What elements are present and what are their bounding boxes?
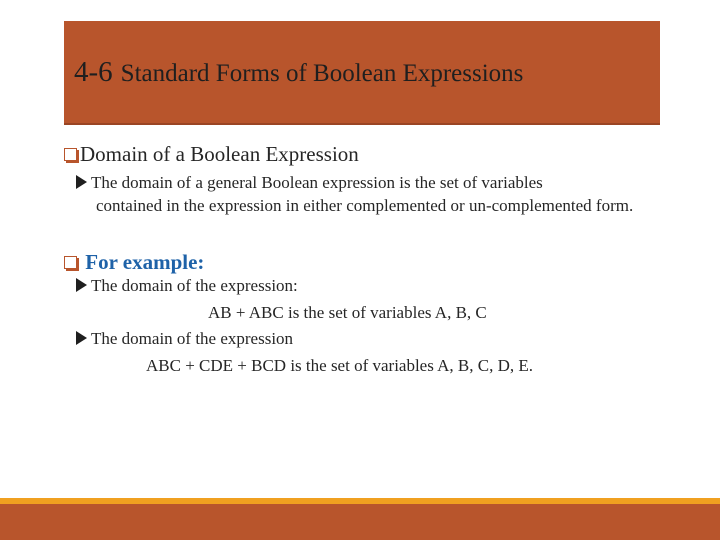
point-example-2	[76, 330, 293, 347]
example-2-expression: ABC + CDE + BCD is the set of variables A, B, C, D, E.	[146, 356, 534, 375]
title-number: 4-6	[74, 56, 113, 88]
square-bullet-icon	[64, 148, 77, 161]
point2-text: The domain of the expression:	[91, 276, 298, 295]
heading2-text: For example:	[85, 250, 205, 274]
footer-bar	[0, 498, 720, 540]
section-heading-example	[64, 250, 204, 275]
section-heading-domain	[64, 142, 359, 167]
square-bullet-icon	[64, 256, 77, 269]
point-domain-definition	[76, 174, 543, 191]
footer-stripe	[0, 498, 720, 504]
point-example-1	[76, 277, 298, 294]
example-1-expression: AB + ABC is the set of variables A, B, C	[208, 303, 487, 322]
arrow-bullet-icon	[76, 175, 87, 189]
arrow-bullet-icon	[76, 278, 87, 292]
point3-text: The domain of the expression	[91, 329, 294, 348]
point1-first-line: The domain of a general Boolean expression is the set of variables	[91, 173, 543, 192]
point1-continuation: contained in the expression in either complemented or un-complemented form.	[96, 196, 634, 215]
title-text: Standard Forms of Boolean Expressions	[120, 60, 524, 87]
arrow-bullet-icon	[76, 331, 87, 345]
slide-title	[74, 54, 523, 87]
heading1-text: Domain of a Boolean Expression	[80, 142, 359, 166]
